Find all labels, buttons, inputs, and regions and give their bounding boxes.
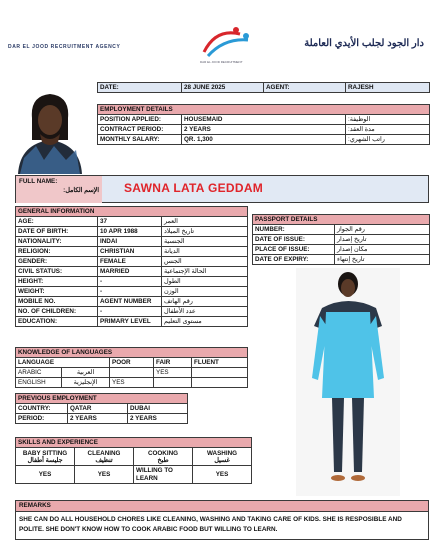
applicant-portrait-photo — [14, 88, 86, 174]
skill-header — [16, 448, 75, 466]
language-fluent — [192, 378, 248, 388]
general-info-row — [16, 227, 248, 237]
general-info-row — [16, 217, 248, 227]
remarks-title: REMARKS — [16, 501, 428, 512]
general-field-label: MOBILE NO. — [16, 297, 98, 307]
full-name-value: SAWNA LATA GEDDAM — [124, 181, 264, 195]
agent-label: AGENT: — [264, 83, 346, 93]
skill-name-ar: غسيل — [214, 456, 230, 464]
general-field-label: HEIGHT: — [16, 277, 98, 287]
agent-value: RAJESH — [346, 83, 430, 93]
general-field-label-ar: تاريخ الميلاد — [162, 227, 248, 237]
contract-value: 2 YEARS — [182, 125, 346, 135]
general-info-row — [16, 307, 248, 317]
agency-name-ar: دار الجود لجلب الأيدي العاملة — [304, 38, 424, 49]
language-poor — [110, 368, 154, 378]
general-info-row — [16, 247, 248, 257]
language-name: ARABIC — [16, 368, 62, 378]
salary-label-ar: راتب الشهري: — [346, 135, 430, 145]
general-field-label-ar: العمر — [162, 217, 248, 227]
skill-value: YES — [16, 466, 75, 484]
previous-title: PREVIOUS EMPLOYMENT — [16, 394, 188, 404]
general-field-label: EDUCATION: — [16, 317, 98, 327]
passport-field-label-ar: مكان إصدار — [335, 245, 430, 255]
general-field-value: CHRISTIAN — [98, 247, 162, 257]
passport-row — [253, 255, 430, 265]
contract-label-ar: مدة العقد: — [346, 125, 430, 135]
general-info-row — [16, 287, 248, 297]
general-field-label-ar: الجنسية — [162, 237, 248, 247]
previous-country-1: QATAR — [68, 404, 128, 414]
passport-title: PASSPORT DETAILS — [253, 215, 430, 225]
previous-period-1: 2 YEARS — [68, 414, 128, 424]
lang-header-fluent: FLUENT — [192, 358, 248, 368]
skill-name-ar: تنظيف — [95, 456, 113, 464]
skill-header — [193, 448, 252, 466]
general-field-value: - — [98, 277, 162, 287]
general-title: GENERAL INFORMATION — [16, 207, 248, 217]
skill-name: BABY SITTING — [22, 449, 68, 457]
language-name-ar: الإنجليزية — [62, 378, 110, 388]
date-value: 28 JUNE 2025 — [182, 83, 264, 93]
general-field-label-ar: الجنس — [162, 257, 248, 267]
general-field-label-ar: الديانة — [162, 247, 248, 257]
general-info-table — [15, 206, 248, 327]
general-field-value: 37 — [98, 217, 162, 227]
language-row — [16, 368, 248, 378]
general-field-label-ar: الطول — [162, 277, 248, 287]
skill-name: COOKING — [147, 449, 179, 457]
language-name-ar: العربية — [62, 368, 110, 378]
general-info-row — [16, 237, 248, 247]
passport-field-label-ar: رقم الجواز — [335, 225, 430, 235]
language-name: ENGLISH — [16, 378, 62, 388]
full-name-box — [15, 175, 429, 203]
general-field-label: GENDER: — [16, 257, 98, 267]
salary-value: QR. 1,300 — [182, 135, 346, 145]
lang-header-fair: FAIR — [154, 358, 192, 368]
general-field-label: DATE OF BIRTH: — [16, 227, 98, 237]
language-fair — [154, 378, 192, 388]
position-value: HOUSEMAID — [182, 115, 346, 125]
general-field-label-ar: عدد الأطفال — [162, 307, 248, 317]
passport-field-label-ar: تاريخ إنتهاء — [335, 255, 430, 265]
general-field-label-ar: الحالة الإجتماعية — [162, 267, 248, 277]
previous-country-2: DUBAI — [128, 404, 188, 414]
general-field-label: NATIONALITY: — [16, 237, 98, 247]
general-field-value: FEMALE — [98, 257, 162, 267]
position-label: POSITION APPLIED: — [98, 115, 182, 125]
general-field-label-ar: رقم الهاتف — [162, 297, 248, 307]
skill-value: WILLING TO LEARN — [134, 466, 193, 484]
skills-table — [15, 437, 252, 484]
previous-employment-table — [15, 393, 188, 424]
general-field-value: PRIMARY LEVEL — [98, 317, 162, 327]
salary-label: MONTHLY SALARY: — [98, 135, 182, 145]
languages-title: KNOWLEDGE OF LANGUAGES — [16, 348, 248, 358]
employment-title: EMPLOYMENT DETAILS — [98, 105, 430, 115]
general-field-label: AGE: — [16, 217, 98, 227]
skill-value: YES — [75, 466, 134, 484]
passport-field-label: DATE OF EXPIRY: — [253, 255, 335, 265]
employment-row — [98, 115, 430, 125]
general-info-row — [16, 277, 248, 287]
date-label: DATE: — [98, 83, 182, 93]
full-name-label: FULL NAME: — [19, 178, 58, 185]
general-field-value: - — [98, 287, 162, 297]
skill-name-ar: جليسة أطفال — [27, 456, 63, 464]
languages-table — [15, 347, 248, 388]
passport-field-label: PLACE OF ISSUE: — [253, 245, 335, 255]
logo-caption: DAR EL JOOD RECRUITMENT — [200, 60, 243, 64]
employment-table — [97, 104, 430, 145]
general-info-row — [16, 297, 248, 307]
employment-row — [98, 125, 430, 135]
remarks-text: SHE CAN DO ALL HOUSEHOLD CHORES LIKE CLEANING, WASHING AND TAKING CARE OF KIDS. SHE IS RESPOSIBLE AND POLITE. SHE DON'T KNOW HOW TO COOK ARABIC FOOD BUT WILLING TO LEARN. — [19, 516, 402, 533]
general-field-value: INDAI — [98, 237, 162, 247]
previous-country-label: COUNTRY: — [16, 404, 68, 414]
general-field-label: RELIGION: — [16, 247, 98, 257]
general-info-row — [16, 267, 248, 277]
language-fluent — [192, 368, 248, 378]
general-info-row — [16, 317, 248, 327]
passport-row — [253, 245, 430, 255]
language-row — [16, 378, 248, 388]
remarks-box — [15, 500, 429, 540]
skills-title: SKILLS AND EXPERIENCE — [16, 438, 252, 448]
general-field-label-ar: الوزن — [162, 287, 248, 297]
applicant-full-length-photo — [296, 268, 400, 496]
skill-name: CLEANING — [87, 449, 121, 457]
general-field-label-ar: مستوى التعليم — [162, 317, 248, 327]
skill-name: WASHING — [206, 449, 238, 457]
passport-field-label: NUMBER: — [253, 225, 335, 235]
language-poor: YES — [110, 378, 154, 388]
previous-period-label: PERIOD: — [16, 414, 68, 424]
full-name-label-cell — [16, 176, 102, 203]
employment-row — [98, 135, 430, 145]
skill-header — [75, 448, 134, 466]
previous-period-2: 2 YEARS — [128, 414, 188, 424]
language-fair: YES — [154, 368, 192, 378]
previous-row — [16, 414, 188, 424]
general-field-value: MARRIED — [98, 267, 162, 277]
general-field-value: 10 APR 1988 — [98, 227, 162, 237]
passport-row — [253, 225, 430, 235]
contract-label: CONTRACT PERIOD: — [98, 125, 182, 135]
lang-header-poor: POOR — [110, 358, 154, 368]
date-agent-table — [97, 82, 430, 93]
general-info-row — [16, 257, 248, 267]
passport-row — [253, 235, 430, 245]
passport-table — [252, 214, 430, 265]
general-field-label: WEIGHT: — [16, 287, 98, 297]
general-field-value: - — [98, 307, 162, 317]
skill-header — [134, 448, 193, 466]
position-label-ar: الوظيفة: — [346, 115, 430, 125]
skill-value: YES — [193, 466, 252, 484]
passport-field-label-ar: تاريخ إصدار — [335, 235, 430, 245]
general-field-label: CIVIL STATUS: — [16, 267, 98, 277]
general-field-value: AGENT NUMBER — [98, 297, 162, 307]
lang-header-language: LANGUAGE — [16, 358, 110, 368]
agency-name-en: DAR EL JOOD RECRUITMENT AGENCY — [8, 44, 121, 50]
skill-name-ar: طبخ — [157, 456, 169, 464]
general-field-label: NO. OF CHILDREN: — [16, 307, 98, 317]
passport-field-label: DATE OF ISSUE: — [253, 235, 335, 245]
previous-row — [16, 404, 188, 414]
full-name-label-ar: الإسم الكامل: — [63, 187, 99, 194]
